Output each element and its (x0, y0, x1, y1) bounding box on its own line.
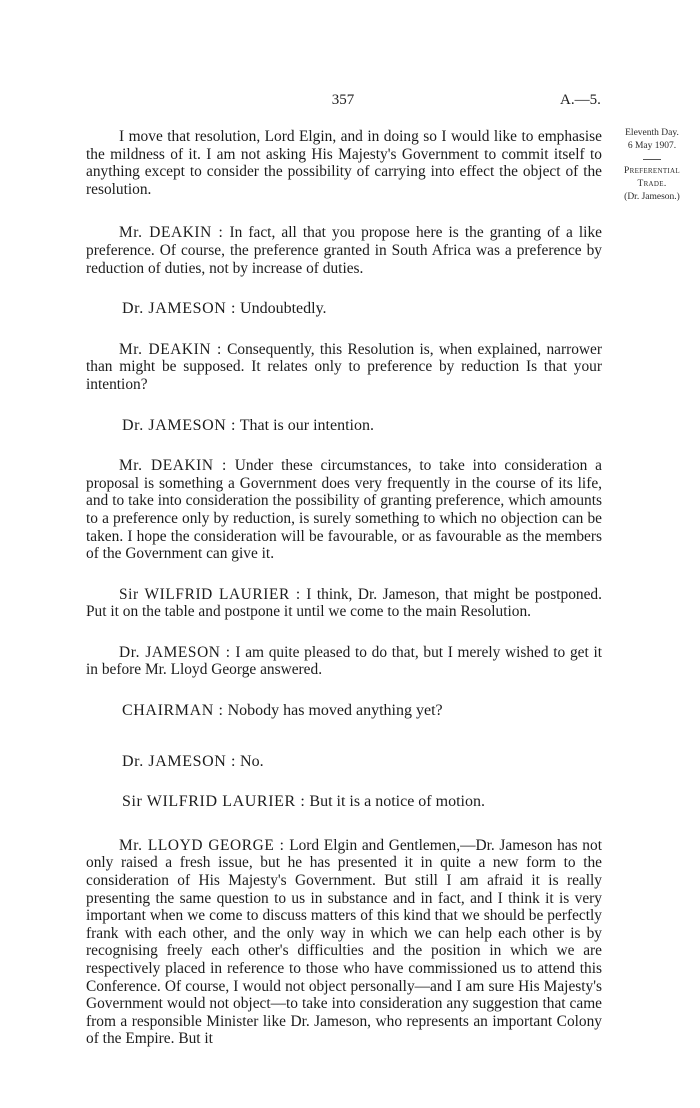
paragraph-text: But it is a notice of motion. (309, 793, 485, 811)
margin-topic: Preferential (624, 166, 680, 176)
paragraph-text: In fact, all that you propose here is the granting of a like preference. Of course, the preference granted in South Africa was a preference by reduction of duties, not by increase of duties. (86, 224, 602, 277)
speaker-name: Mr. DEAKIN : (119, 340, 222, 358)
paragraph-deakin-2 (86, 341, 602, 394)
speaker-name: Sir WILFRID LAURIER : (119, 585, 301, 603)
paragraph-laurier-2 (86, 793, 602, 811)
paragraph-text: Consequently, this Resolution is, when explained, narrower than might be supposed. It relates only to preference by reduction Is that your intention? (86, 340, 602, 393)
speaker-name: Dr. JAMESON : (122, 300, 237, 318)
paragraph-deakin-1 (86, 224, 602, 277)
paragraph-motion (86, 128, 602, 198)
paragraph-text: That is our intention. (239, 416, 374, 434)
speaker-name: Mr. DEAKIN : (119, 457, 227, 475)
paragraph-jameson-3 (86, 644, 602, 679)
speaker-name: Mr. DEAKIN : (119, 224, 224, 242)
paragraph-text: Under these circumstances, to take into consideration a proposal is something a Government does very frequently in the course of its life, and to take into consideration the possibility of granting preference, which amounts to a preference only by reduction, is surely something to which no objection can be taken. I hope the consideration will be favourable, or as favourable as the members of the Government can give it. (86, 457, 602, 563)
paragraph-text: I think, Dr. Jameson, that might be postponed. Put it on the table and postpone it until we come to the main Resolution. (86, 585, 602, 621)
speaker-name: Dr. JAMESON : (122, 752, 237, 770)
transcript-body (86, 128, 602, 1048)
speaker-name: CHAIRMAN : (122, 702, 224, 720)
paragraph-laurier-1 (86, 586, 602, 621)
paragraph-jameson-4 (86, 753, 602, 771)
speaker-name: Dr. JAMESON : (119, 643, 231, 661)
margin-topic-line2: Trade. (637, 179, 667, 189)
paragraph-text: I move that resolution, Lord Elgin, and in doing so I would like to emphasise the mildness of it. I am not asking His Majesty's Government to commit itself to anything except to consider the possibility of carrying into effect the object of the resolution. (86, 128, 602, 198)
paragraph-text: Nobody has moved anything yet? (227, 702, 443, 720)
margin-speaker: (Dr. Jameson.) (624, 192, 680, 202)
margin-notes (612, 127, 692, 204)
margin-date: 6 May 1907. (627, 141, 677, 151)
margin-divider (643, 159, 661, 160)
paragraph-text: No. (240, 752, 264, 770)
speaker-name: Mr. LLOYD GEORGE : (119, 836, 285, 854)
paragraph-jameson-2 (86, 417, 602, 435)
margin-day: Eleventh Day. (625, 128, 679, 138)
paragraph-jameson-1 (86, 300, 602, 318)
paragraph-text: I am quite pleased to do that, but I merely wished to get it in before Mr. Lloyd George answered. (86, 643, 602, 679)
page-number: 357 (331, 92, 355, 108)
paragraph-text: Lord Elgin and Gentlemen,—Dr. Jameson has not only raised a fresh issue, but he has presented it in quite a new form to the consideration of His Majesty's Government. But still I am afraid it is really presenting the same question to us in substance and in fact, and I think it is very important when we come to discuss matters of this kind that we should be perfectly frank with each other, and the only way in which we can help each other is by recognising freely each other's difficulties and the position in which we are respectively placed in reference to those who have commissioned us to attend this Conference. Of course, I would not object personally—and I am sure His Majesty's Government would not object—to take into consideration any suggestion that came from a responsible Minister like Dr. Jameson, who represents an important Colony of the Empire. But it (86, 836, 602, 1048)
paragraph-chairman (86, 702, 602, 720)
paragraph-deakin-3 (86, 457, 602, 563)
paper-reference: A.—5. (560, 92, 601, 108)
speaker-name: Sir WILFRID LAURIER : (122, 793, 306, 811)
speaker-name: Dr. JAMESON : (122, 416, 237, 434)
paragraph-lloyd-george (86, 837, 602, 1048)
paragraph-text: Undoubtedly. (240, 300, 327, 318)
